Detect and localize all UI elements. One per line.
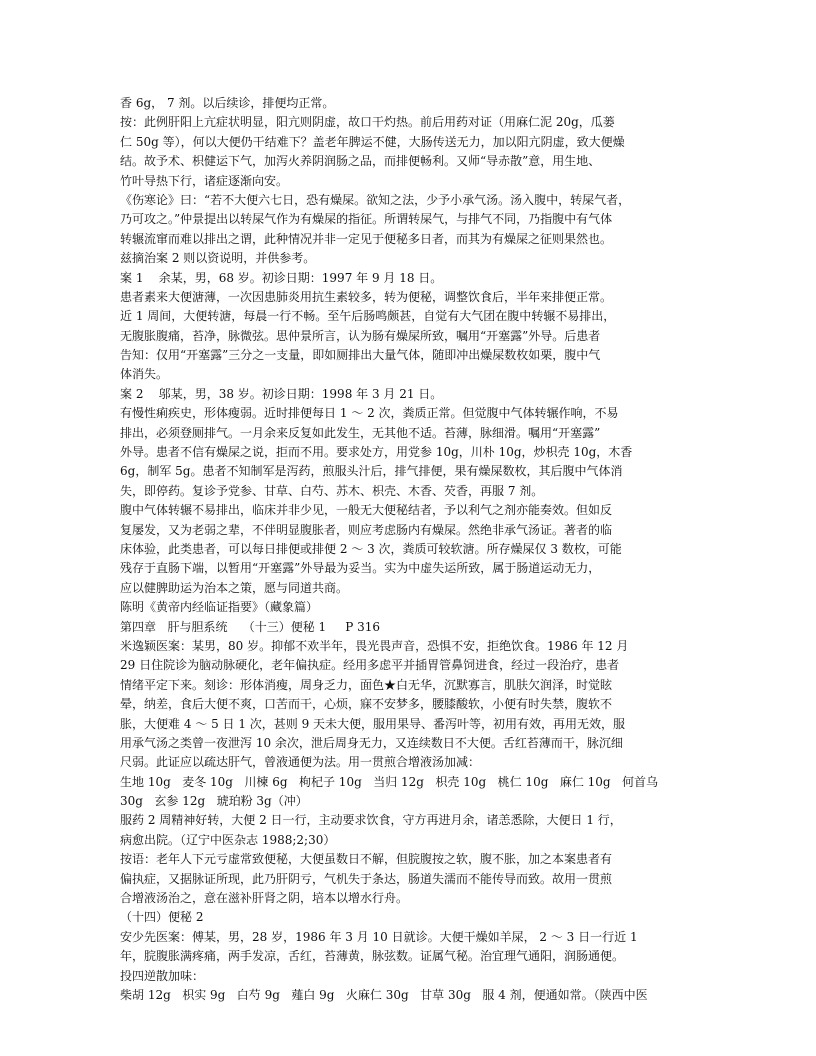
text-line: 按语：老年人下元亏虚常致便秘，大便虽数日不解，但脘腹按之软，腹不胀，加之本案患者有 — [120, 852, 613, 867]
text-line: 案 2 邬某，男，38 岁。初诊日期：1998 年 3 月 21 日。 — [120, 386, 443, 401]
text-line: 香 6g， 7 剂。以后续诊，排便均正常。 — [120, 96, 335, 110]
text-line: 情绪平定下来。刻诊：形体消瘦，周身乏力，面色★白无华，沉默寡言，肌肤欠润泽，时觉眩 — [120, 677, 613, 692]
text-line: 《伤寒论》曰：“若不大便六七日，恐有燥屎。欲知之法，少予小承气汤。汤入腹中，转屎气者， — [120, 192, 631, 207]
text-line: 兹摘治案 2 则以资说明，并供参考。 — [120, 251, 316, 266]
text-line: 无腹胀腹痛，苔净，脉微弦。思仲景所言，认为肠有燥屎所致，嘱用“开塞露”外导。后患者 — [120, 328, 601, 343]
text-line: 按：此例肝阳上亢症状明显，阳亢则阴虚，故口干灼热。前后用药对证（用麻仁泥 20g，瓜蒌 — [120, 115, 615, 130]
text-line: 仁 50g 等），何以大便仍干结难下？盖老年脾运不健，大肠传送无力，加以阳亢阴虚，致大便燥 — [120, 134, 625, 149]
text-line: 告知：仅用“开塞露”三分之一支量，即如厕排出大量气体，随即冲出燥屎数枚如栗，腹中气 — [120, 348, 601, 363]
text-line: 安少先医案：傅某，男，28 岁，1986 年 3 月 10 日就诊。大便干燥如羊屎， 2 ～ 3 日一行近 1 — [120, 929, 638, 944]
text-line: 6g，制军 5g。患者不知制军是泻药，煎服头汁后，排气排便，果有燥屎数枚，其后腹中气体消 — [120, 464, 623, 479]
text-line: 床体验，此类患者，可以每日排便或排便 2 ～ 3 次，粪质可较软溏。所存燥屎仅 3 数枚，可能 — [120, 541, 622, 556]
text-line: 病愈出院。（辽宁中医杂志 1988;2;30） — [120, 832, 336, 847]
text-line: 尺弱。此证应以疏达肝气，曾液通便为法。用一贯煎合增液汤加减： — [120, 755, 481, 770]
text-line: 残存于直肠下端，以暂用“开塞露”外导最为妥当。实为中虚失运所致，属于肠道运动无力， — [120, 561, 601, 576]
text-line: 晕，纳差，食后大便不爽，口苦而干，心烦，寐不安梦多，腰膝酸软，小便有时失禁，腹软不 — [120, 697, 613, 712]
text-line: 29 日住院诊为脑动脉硬化，老年偏执症。经用多虑平并插胃管鼻饲进食，经过一段治疗，患者 — [120, 658, 620, 673]
text-line: 服药 2 周精神好转，大便 2 日一行，主动要求饮食，守方再进月余，诸恙悉除，大便日 1 行， — [120, 813, 622, 828]
text-line: 患者素来大便溏薄，一次因患肺炎用抗生素较多，转为便秘，调整饮食后，半年来排便正常。 — [120, 289, 613, 304]
document-page — [120, 94, 700, 1005]
text-line: 腹中气体转辗不易排出，临床并非少见，一般无大便秘结者，予以利气之剂亦能奏效。但如反 — [120, 503, 613, 518]
text-line: 近 1 周间，大便转溏，每晨一行不畅。至午后肠鸣颇甚，自觉有大气团在腹中转辗不易排出， — [120, 309, 616, 324]
text-line: 案 1 余某，男，68 岁。初诊日期：1997 年 9 月 18 日。 — [120, 270, 443, 285]
text-line: 偏执症，又据脉证所现，此乃肝阴亏，气机失于条达，肠道失濡而不能传导而致。故用一贯煎 — [120, 871, 613, 886]
text-line: 竹叶导热下行，诸症逐渐向安。 — [120, 173, 289, 188]
text-line: 失，即停药。复诊予党参、甘草、白芍、苏木、枳壳、木香、芡香，再服 7 剂。 — [120, 483, 544, 498]
text-line: 复屡发，又为老弱之辈，不伴明显腹胀者，则应考虑肠内有燥屎。然绝非承气汤证。著者的临 — [120, 522, 613, 537]
text-line: 体消失。 — [120, 367, 169, 382]
text-line: 外导。患者不信有燥屎之说，拒而不用。要求处方，用党参 10g，川朴 10g，炒枳壳 10g，木香 — [120, 445, 633, 460]
text-line: 乃可攻之。”仲景提出以转屎气作为有燥屎的指征。所谓转屎气，与排气不同，乃指腹中有气体 — [120, 212, 613, 227]
text-line: 有慢性痢疾史，形体瘦弱。近时排便每日 1 ～ 2 次，粪质正常。但觉腹中气体转辗作响，不易 — [120, 406, 619, 421]
text-line: 米逸颖医案：某男，80 岁。抑郁不欢半年，畏光畏声音，恐惧不安，拒绝饮食。1986 年 12 月 — [120, 638, 629, 653]
text-line: 应以健脾助运为治本之策，愿与同道共商。 — [120, 580, 349, 595]
text-line: 用承气汤之类曾一夜泄泻 10 余次，泄后周身无力，又连续数日不大便。舌红苔薄而干，脉沉细 — [120, 735, 623, 750]
text-line: 30g 玄参 12g 琥珀粉 3g（冲） — [120, 794, 308, 809]
text-line: 第四章 肝与胆系统 （十三）便秘 1 P 316 — [120, 619, 381, 634]
text-line: 结。故予术、枳健运下气，加泻火养阴润肠之品，而排便畅利。又师“导赤散”意，用生地、 — [120, 154, 601, 169]
text-line: （十四）便秘 2 — [120, 910, 204, 925]
text-line: 生地 10g 麦冬 10g 川楝 6g 枸杞子 10g 当归 12g 枳壳 10g 桃仁 10g 麻仁 10g 何首乌 — [120, 774, 659, 789]
text-line: 排出，必须登厕排气。一月余来反复如此发生，无其他不适。苔薄，脉细滑。嘱用“开塞露” — [120, 425, 601, 440]
text-line: 转辗流窜而难以排出之谓，此种情况并非一定见于便秘多日者，而其为有燥屎之征则果然也。 — [120, 231, 613, 246]
text-line: 投四逆散加味： — [120, 968, 205, 983]
text-line: 合增液汤治之，意在滋补肝肾之阴，培本以增水行舟。 — [120, 891, 409, 906]
text-line: 柴胡 12g 枳实 9g 白芍 9g 薤白 9g 火麻仁 30g 甘草 30g 服 4 剂，便通如常。（陕西中医 — [120, 987, 648, 1002]
text-line: 胀，大便难 4 ～ 5 日 1 次，甚则 9 天未大便，服用果导、番泻叶等，初用有效，再用无效，服 — [120, 716, 626, 731]
text-line: 年，脘腹胀满疼痛，两手发凉，舌红，苔薄黄，脉弦数。证属气秘。治宜理气通阳，润肠通便。 — [120, 949, 625, 964]
text-line: 陈明《黄帝内经临证指要》（藏象篇） — [120, 600, 319, 615]
